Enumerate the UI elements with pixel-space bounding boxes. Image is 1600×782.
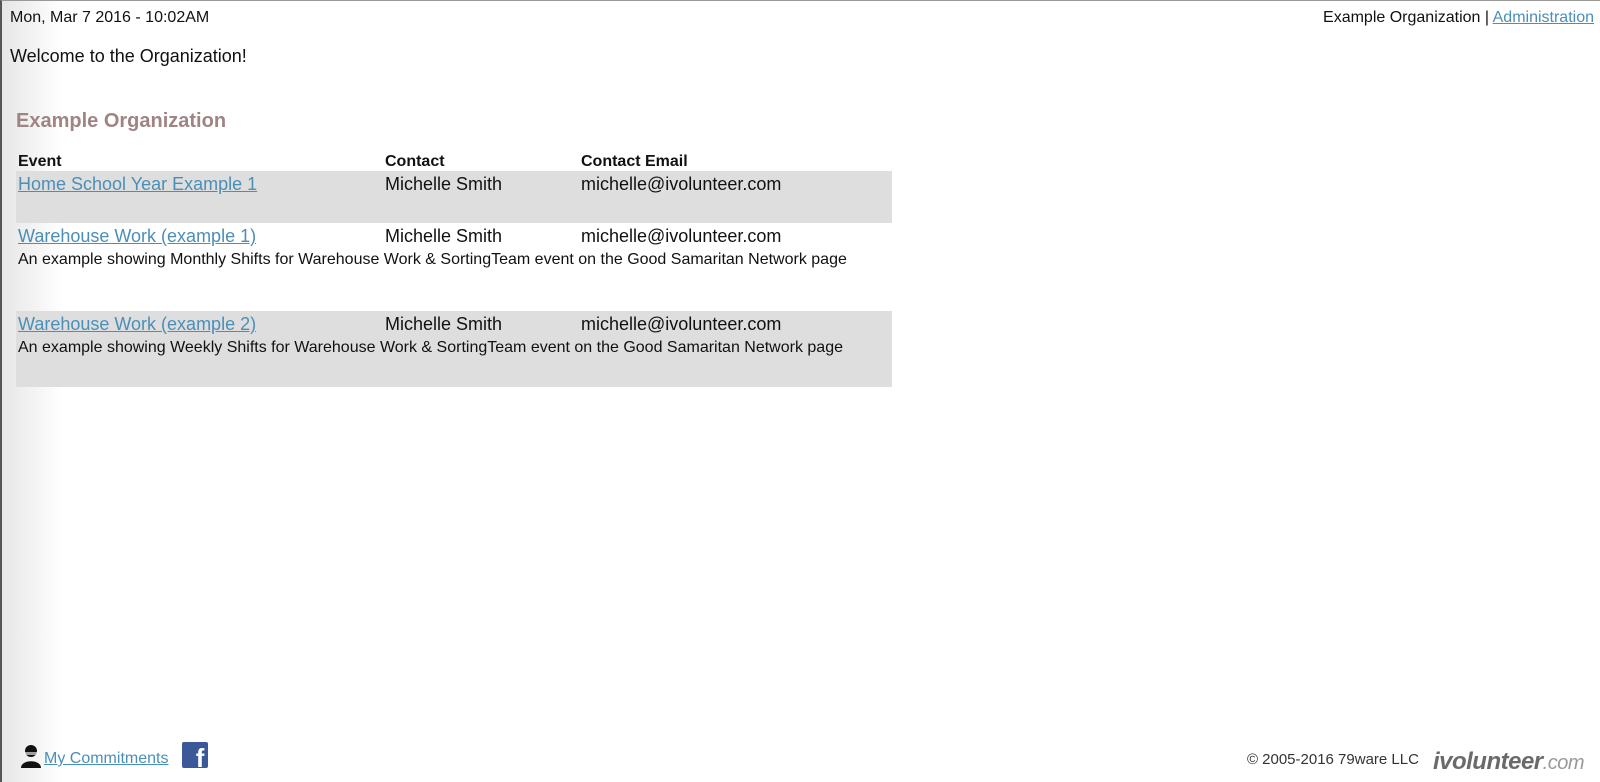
separator: | [1484, 9, 1490, 26]
my-commitments-link[interactable]: My Commitments [44, 750, 169, 767]
event-link[interactable]: Warehouse Work (example 1) [18, 226, 257, 246]
ivolunteer-logo[interactable] [1433, 748, 1584, 776]
organization-name: Example Organization [1323, 9, 1481, 26]
table-header-row [16, 149, 892, 171]
user-icon [20, 744, 42, 768]
events-table [16, 149, 892, 387]
email-cell: michelle@ivolunteer.com [581, 226, 782, 246]
event-description: An example showing Monthly Shifts for Warehouse Work & SortingTeam event on the Good Samaritan Network page [18, 251, 847, 268]
footer-right [1247, 748, 1584, 776]
current-datetime: Mon, Mar 7 2016 - 10:02AM [10, 9, 210, 26]
contact-cell: Michelle Smith [383, 171, 579, 195]
event-cell [16, 171, 383, 195]
email-cell: michelle@ivolunteer.com [579, 171, 892, 195]
footer-left [20, 740, 208, 768]
table-row-spacer [16, 271, 892, 311]
facebook-letter: f [195, 743, 205, 768]
table-row [16, 171, 892, 195]
table-row [16, 223, 892, 247]
top-bar [10, 8, 1594, 28]
logo-main-text: ivolunteer [1432, 748, 1543, 775]
table-row-spacer [16, 359, 892, 387]
welcome-message: Welcome to the Organization! [10, 46, 247, 66]
organization-heading: Example Organization [16, 110, 227, 132]
logo-suffix-text: .com [1542, 752, 1584, 774]
email-cell: michelle@ivolunteer.com [579, 311, 892, 335]
copyright-text: © 2005-2016 79ware LLC [1246, 751, 1419, 768]
table-row-spacer [16, 195, 892, 223]
top-bar-right [1323, 8, 1594, 28]
event-cell [16, 311, 383, 335]
contact-cell: Michelle Smith [385, 226, 503, 246]
administration-link[interactable]: Administration [1492, 9, 1594, 26]
table-row [16, 311, 892, 335]
column-header-email: Contact Email [581, 153, 688, 170]
event-cell [16, 223, 383, 247]
facebook-icon[interactable] [182, 742, 208, 768]
event-link[interactable]: Home School Year Example 1 [18, 174, 258, 194]
column-header-contact: Contact [385, 153, 445, 170]
event-description-row [16, 247, 892, 271]
column-header-event: Event [18, 153, 62, 170]
event-description: An example showing Weekly Shifts for Warehouse Work & SortingTeam event on the Good Samaritan Network page [16, 335, 892, 359]
event-link[interactable]: Warehouse Work (example 2) [18, 314, 257, 334]
event-description-row [16, 335, 892, 359]
contact-cell: Michelle Smith [383, 311, 579, 335]
